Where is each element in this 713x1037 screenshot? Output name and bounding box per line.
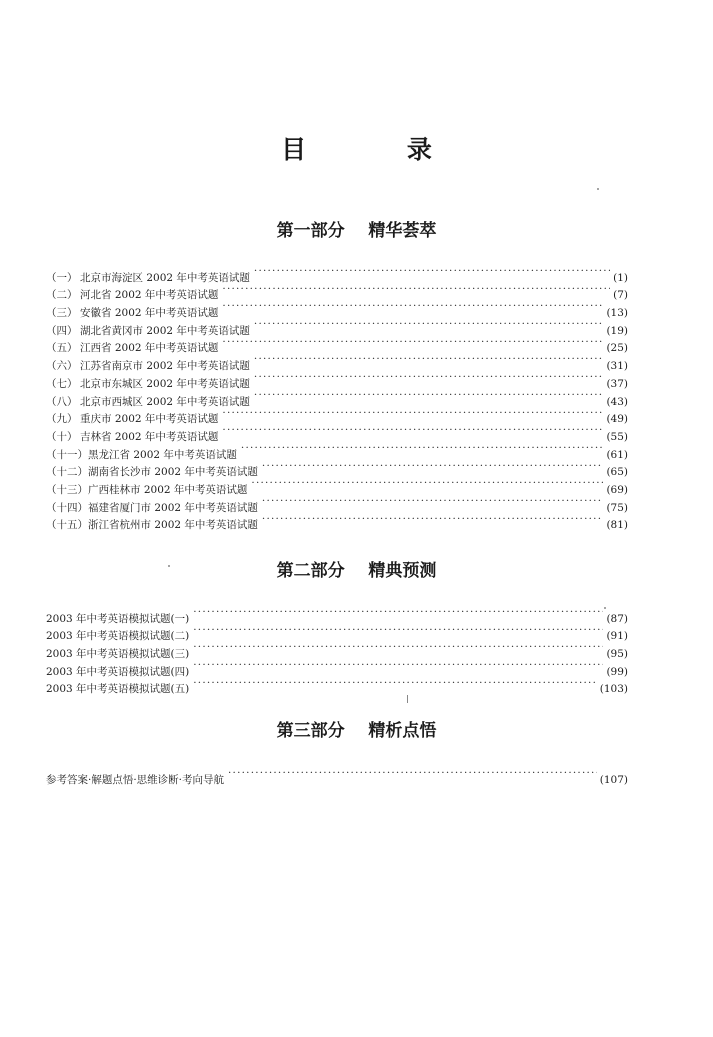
scan-speck	[604, 607, 606, 609]
entry-number: （十四）	[46, 501, 88, 514]
entry-number: （十三）	[46, 483, 88, 496]
entry-title: 2003 年中考英语模拟试题(二)	[46, 630, 190, 643]
dot-leader	[241, 440, 604, 458]
entry-page: (55)	[606, 430, 628, 443]
entry-number: （八）	[46, 395, 78, 408]
entry-page: (1)	[613, 271, 628, 284]
dot-leader	[222, 334, 603, 352]
dot-leader	[193, 604, 603, 622]
dot-leader	[262, 458, 604, 476]
entry-page: (87)	[606, 612, 628, 625]
entry-title: 湖北省黄冈市 2002 年中考英语试题	[80, 324, 250, 337]
dot-leader	[254, 351, 604, 369]
entry-title: 2003 年中考英语模拟试题(一)	[46, 612, 190, 625]
part-1-entries	[46, 263, 628, 532]
entry-number: （七）	[46, 377, 78, 390]
entry-title: 重庆市 2002 年中考英语试题	[80, 413, 219, 426]
entry-title: 北京市海淀区 2002 年中考英语试题	[80, 271, 250, 284]
entry-title: 浙江省杭州市 2002 年中考英语试题	[88, 519, 258, 532]
entry-page: (37)	[606, 377, 628, 390]
entry-title: 黑龙江省 2002 年中考英语试题	[88, 448, 237, 461]
entry-page: (49)	[606, 413, 628, 426]
part-2-entries	[46, 604, 628, 696]
entry-title: 福建省厦门市 2002 年中考英语试题	[88, 501, 258, 514]
entry-page: (13)	[606, 307, 628, 320]
entry-title: 湖南省长沙市 2002 年中考英语试题	[88, 466, 258, 479]
entry-page: (25)	[606, 342, 628, 355]
part-1-heading: 第一部分 精华荟萃	[276, 221, 437, 241]
dot-leader	[262, 493, 604, 511]
dot-leader	[222, 405, 603, 423]
scan-speck	[597, 188, 599, 190]
page-title: 目 录	[281, 135, 478, 164]
dot-leader	[254, 263, 610, 281]
part-2-heading: 第二部分 精典预测	[276, 561, 437, 581]
dot-leader	[193, 675, 597, 693]
dot-leader	[228, 765, 597, 783]
dot-leader	[193, 622, 603, 640]
toc-entry[interactable]	[46, 604, 628, 625]
entry-page: (65)	[606, 466, 628, 479]
entry-page: (81)	[606, 519, 628, 532]
dot-leader	[222, 422, 603, 440]
dot-leader	[222, 281, 610, 299]
entry-number: （十一）	[46, 448, 88, 461]
entry-page: (19)	[606, 324, 628, 337]
entry-title: 2003 年中考英语模拟试题(四)	[46, 665, 190, 678]
entry-title: 江苏省南京市 2002 年中考英语试题	[80, 360, 250, 373]
entry-title: 广西桂林市 2002 年中考英语试题	[88, 483, 248, 496]
entry-page: (75)	[606, 501, 628, 514]
toc-entry[interactable]	[46, 263, 628, 284]
entry-number: （十二）	[46, 466, 88, 479]
entry-title: 北京市东城区 2002 年中考英语试题	[80, 377, 250, 390]
entry-title: 吉林省 2002 年中考英语试题	[80, 430, 219, 443]
dot-leader	[222, 298, 603, 316]
entry-page: (99)	[606, 665, 628, 678]
entry-page: (107)	[599, 773, 628, 786]
entry-page: (61)	[606, 448, 628, 461]
entry-page: (95)	[606, 648, 628, 661]
dot-leader	[254, 387, 604, 405]
entry-title: 江西省 2002 年中考英语试题	[80, 342, 219, 355]
entry-number: （九）	[46, 413, 78, 426]
dot-leader	[193, 657, 603, 675]
part-3-entries	[46, 765, 628, 786]
dot-leader	[254, 369, 604, 387]
entry-number: （三）	[46, 307, 78, 320]
entry-title: 北京市西城区 2002 年中考英语试题	[80, 395, 250, 408]
entry-page: (31)	[606, 360, 628, 373]
entry-number: （二）	[46, 289, 78, 302]
toc-entry[interactable]	[46, 765, 628, 786]
entry-number: （五）	[46, 342, 78, 355]
entry-number: （一）	[46, 271, 78, 284]
entry-number: （四）	[46, 324, 78, 337]
entry-title: 2003 年中考英语模拟试题(三)	[46, 648, 190, 661]
dot-leader	[262, 511, 604, 529]
part-3-heading: 第三部分 精析点悟	[276, 721, 437, 741]
dot-leader	[193, 639, 603, 657]
entry-page: (69)	[606, 483, 628, 496]
entry-number: （六）	[46, 360, 78, 373]
dot-leader	[254, 316, 604, 334]
scan-speck	[407, 695, 408, 703]
entry-title: 河北省 2002 年中考英语试题	[80, 289, 219, 302]
entry-title: 安徽省 2002 年中考英语试题	[80, 307, 219, 320]
entry-page: (43)	[606, 395, 628, 408]
entry-number: （十）	[46, 430, 78, 443]
entry-page: (91)	[606, 630, 628, 643]
entry-page: (7)	[613, 289, 628, 302]
entry-number: （十五）	[46, 519, 88, 532]
dot-leader	[251, 475, 603, 493]
entry-title: 参考答案·解题点悟·思维诊断·考向导航	[46, 773, 225, 786]
scan-speck	[168, 565, 170, 567]
entry-page: (103)	[599, 683, 628, 696]
entry-title: 2003 年中考英语模拟试题(五)	[46, 683, 190, 696]
